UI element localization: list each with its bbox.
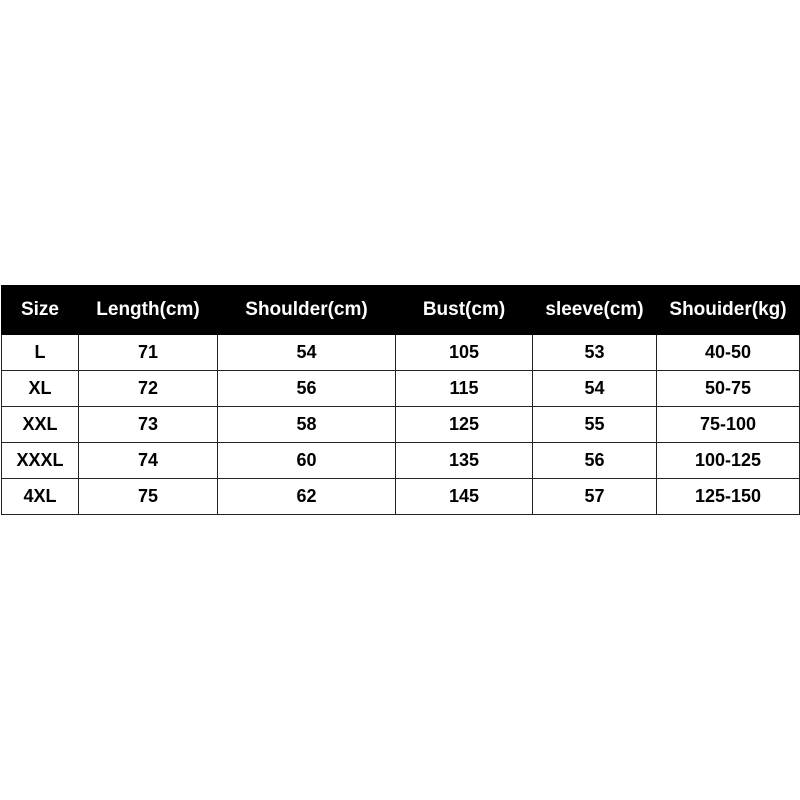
table-cell: 75-100 — [657, 407, 800, 443]
table-cell: 54 — [218, 335, 396, 371]
table-cell: 75 — [79, 479, 218, 515]
table-row — [2, 407, 800, 443]
table-cell: 40-50 — [657, 335, 800, 371]
header-row — [2, 286, 800, 335]
table-cell: XXL — [2, 407, 79, 443]
table-cell: 53 — [533, 335, 657, 371]
table-cell: 145 — [396, 479, 533, 515]
table-cell: 56 — [533, 443, 657, 479]
table-row — [2, 443, 800, 479]
table-row — [2, 479, 800, 515]
table-cell: 135 — [396, 443, 533, 479]
table-cell: 115 — [396, 371, 533, 407]
table-cell: 56 — [218, 371, 396, 407]
size-chart-table — [1, 285, 800, 515]
table-cell: 57 — [533, 479, 657, 515]
table-row — [2, 371, 800, 407]
table-cell: 55 — [533, 407, 657, 443]
table-row — [2, 335, 800, 371]
table-cell: 50-75 — [657, 371, 800, 407]
column-header-length: Length(cm) — [79, 286, 218, 335]
column-header-weight: Shouider(kg) — [657, 286, 800, 335]
table-cell: 125 — [396, 407, 533, 443]
table-cell: 60 — [218, 443, 396, 479]
table-cell: 72 — [79, 371, 218, 407]
table-cell: 125-150 — [657, 479, 800, 515]
table-cell: 74 — [79, 443, 218, 479]
table-cell: 4XL — [2, 479, 79, 515]
column-header-shoulder: Shoulder(cm) — [218, 286, 396, 335]
table-cell: 100-125 — [657, 443, 800, 479]
table-cell: 71 — [79, 335, 218, 371]
table-cell: 58 — [218, 407, 396, 443]
column-header-size: Size — [2, 286, 79, 335]
table-cell: XL — [2, 371, 79, 407]
table-cell: 105 — [396, 335, 533, 371]
table-cell: L — [2, 335, 79, 371]
table-cell: 54 — [533, 371, 657, 407]
column-header-sleeve: sleeve(cm) — [533, 286, 657, 335]
table-cell: 62 — [218, 479, 396, 515]
table-cell: 73 — [79, 407, 218, 443]
column-header-bust: Bust(cm) — [396, 286, 533, 335]
table-cell: XXXL — [2, 443, 79, 479]
